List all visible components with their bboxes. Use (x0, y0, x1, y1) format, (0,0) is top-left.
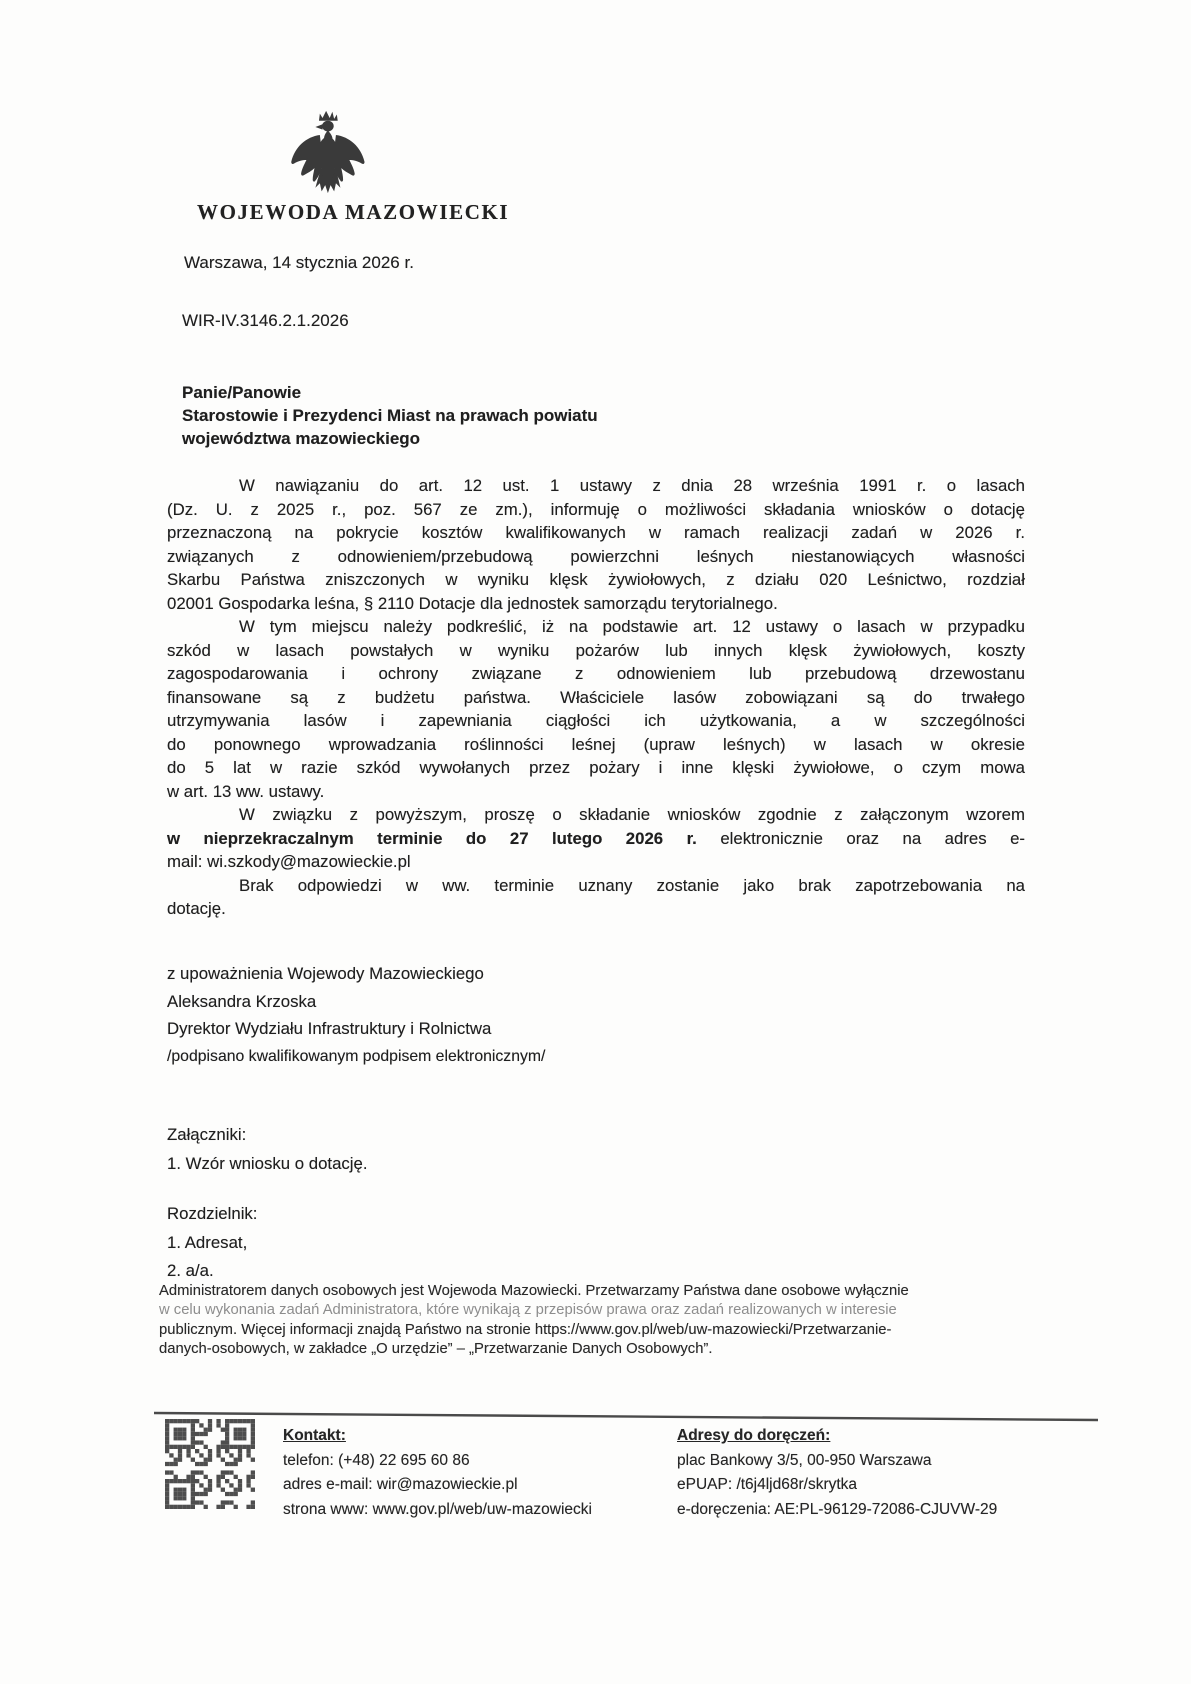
distribution-list: 1. Adresat, 2. a/a. (167, 1232, 248, 1280)
distribution-section (167, 1200, 257, 1286)
delivery-lines: plac Bankowy 3/5, 00-950 Warszawa ePUAP: /t6j4ljd68r/skrytka e-doręczenia: AE:PL-96129-72086-CJUVW-29 (677, 1451, 998, 1518)
footer-separator (152, 1410, 1100, 1424)
attachments-heading: Załączniki: (167, 1125, 247, 1144)
delivery-heading: Adresy do doręczeń: (677, 1427, 831, 1444)
footer-contact-column (283, 1424, 592, 1522)
letter-body: W nawiązaniu do art. 12 ust. 1 ustawy z dnia 28 września 1991 r. o lasach (Dz. U. z 2025 r., poz. 567 ze zm.), informuję o możliwości składania wniosków o dotację przeznaczoną na pokrycie kosztów kwalifikowanych w ramach realizacji zadań w 2026 r. związanych z odnowieniem/przebudową powierzchni leśnych niestanowiących własności Skarbu Państwa zniszczonych w wyniku klęsk żywiołowych, z działu 020 Leśnictwo, rozdział 02001 Gospodarka leśna, § 2110 Dotacje dla jednostek samorządu terytorialnego. W tym miejscu należy podkreślić, iż na podstawie art. 12 ustawy o lasach w przypadku szkód w lasach powstałych w wyniku pożarów lub innych klęsk żywiołowych, koszty zagospodarowania i ochrony związane z odnowieniem lub przebudową drzewostanu finansowane są z budżetu państwa. Właściciele lasów zobowiązani są do trwałego utrzymywania lasów i zapewniania ciągłości ich użytkowania, a w szczególności do ponownego wprowadzania roślinności leśnej (upraw leśnych) w lasach w okresie do 5 lat w razie szkód wywołanych przez pożary i inne klęski żywiołowe, o czym mowa w art. 13 ww. ustawy. W związku z powyższym, proszę o składanie wniosków zgodnie z załączonym wzorem w nieprzekraczalnym terminie do 27 lutego 2026 r. elektronicznie oraz na adres e- mail: wi.szkody@mazowieckie.pl Brak odpowiedzi w ww. terminie uznany zostanie jako brak zapotrzebowania na dotację. (167, 476, 1025, 918)
footer-delivery-column (677, 1424, 997, 1522)
qr-code-icon (164, 1419, 256, 1509)
distribution-heading: Rozdzielnik: (167, 1204, 258, 1223)
privacy-notice: Administratorem danych osobowych jest Wojewoda Mazowiecki. Przetwarzamy Państwa dane osobowe wyłącznie w celu wykonania zadań Administratora, które wynikają z przepisów prawa oraz zadań realizowanych w interesie publicznym. Więcej informacji znajdą Państwo na stronie https://www.gov.pl/web/uw-mazowiecki/Przetwarzanie- danych-osobowych, w zakładce „O urzędzie” – „Przetwarzanie Danych Osobowych”. (159, 1283, 909, 1357)
separator-line-icon (152, 1410, 1100, 1424)
place-and-date: Warszawa, 14 stycznia 2026 r. (184, 253, 414, 272)
attachments-section (167, 1120, 368, 1178)
contact-heading: Kontakt: (283, 1427, 346, 1444)
reference-number: WIR-IV.3146.2.1.2026 (182, 311, 349, 330)
office-title: WOJEWODA MAZOWIECKI (197, 200, 510, 224)
addressee-block: Panie/Panowie Starostowie i Prezydenci Miast na prawach powiatu województwa mazowieckiego (182, 383, 598, 448)
signature-block: z upoważnienia Wojewody Mazowieckiego Aleksandra Krzoska Dyrektor Wydziału Infrastruktury i Rolnictwa /podpisano kwalifikowanym podpisem elektronicznym/ (167, 964, 546, 1065)
eagle-icon (285, 106, 369, 198)
qr-code (164, 1419, 256, 1509)
contact-lines: telefon: (+48) 22 695 60 86 adres e-mail: wir@mazowieckie.pl strona www: www.gov.pl/web/uw-mazowiecki (283, 1451, 592, 1518)
attachments-list: 1. Wzór wniosku o dotację. (167, 1154, 368, 1173)
polish-eagle-emblem (285, 106, 369, 198)
